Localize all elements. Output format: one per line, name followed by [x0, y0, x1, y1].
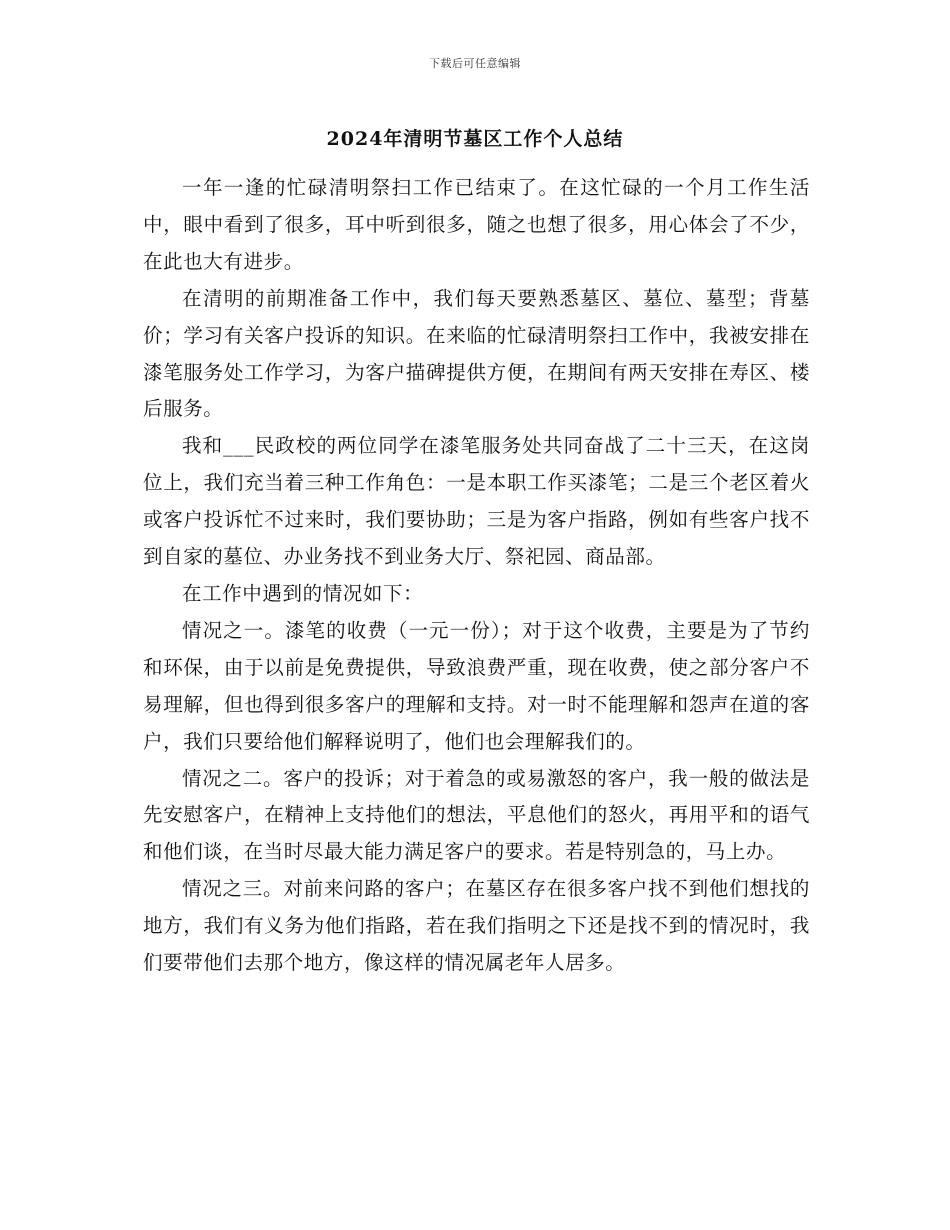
paragraph-situation-one: 情况之一。漆笔的收费（一元一份）；对于这个收费，主要是为了节约和环保，由于以前是免费提供，导致浪费严重，现在收费，使之部分客户不易理解，但也得到很多客户的理解和支持。对一时不能理解和怨声在道的客户，我们只要给他们解释说明了，他们也会理解我们的。 [143, 618, 810, 753]
document-title: 2024年清明节墓区工作个人总结 [326, 128, 624, 150]
paragraph-preparation: 在清明的前期准备工作中，我们每天要熟悉墓区、墓位、墓型；背墓价；学习有关客户投诉的知识。在来临的忙碌清明祭扫工作中，我被安排在漆笔服务处工作学习，为客户描碑提供方便，在期间有两天安排在寿区、楼后服务。 [143, 286, 810, 421]
header-note: 下载后可任意编辑 [429, 57, 521, 70]
paragraph-intro: 一年一逢的忙碌清明祭扫工作已结束了。在这忙碌的一个月工作生活中，眼中看到了很多，耳中听到很多，随之也想了很多，用心体会了不少，在此也大有进步。 [143, 176, 810, 273]
paragraph-situation-two: 情况之二。客户的投诉；对于着急的或易激怒的客户，我一般的做法是先安慰客户，在精神上支持他们的想法，平息他们的怒火，再用平和的语气和他们谈，在当时尽最大能力满足客户的要求。若是特别急的，马上办。 [143, 766, 810, 864]
paragraph-situations-intro: 在工作中遇到的情况如下： [182, 581, 424, 605]
document-body [143, 170, 810, 982]
paragraph-situation-three: 情况之三。对前来问路的客户；在墓区存在很多客户找不到他们想找的地方，我们有义务为他们指路，若在我们指明之下还是找不到的情况时，我们要带他们去那个地方，像这样的情况属老年人居多。 [143, 877, 810, 975]
paragraph-roles: 我和___民政校的两位同学在漆笔服务处共同奋战了二十三天，在这岗位上，我们充当着三种工作角色：一是本职工作买漆笔；二是三个老区着火或客户投诉忙不过来时，我们要协助；三是为客户指路，例如有些客户找不到自家的墓位、办业务找不到业务大厅、祭祀园、商品部。 [143, 434, 810, 569]
